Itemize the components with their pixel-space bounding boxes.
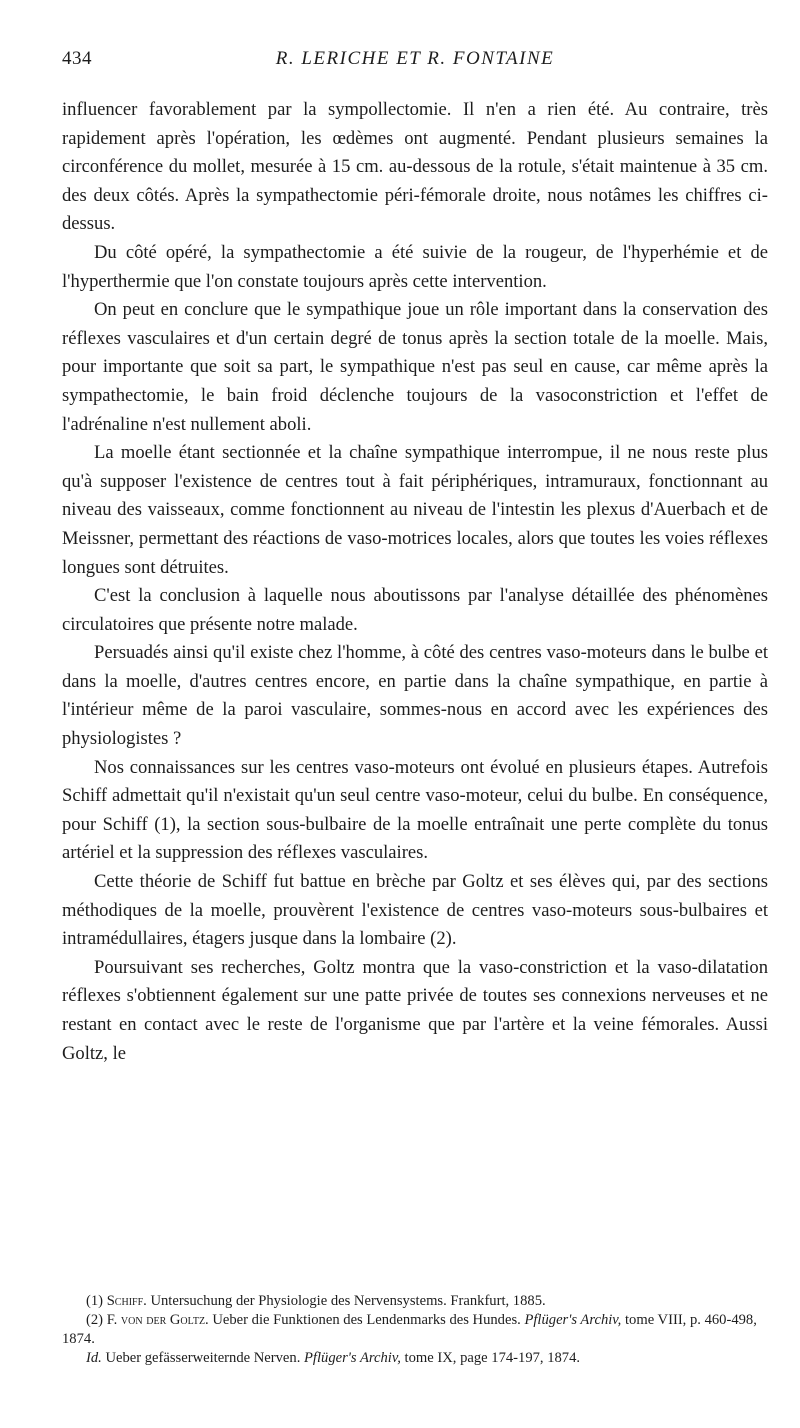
paragraph-9: Poursuivant ses recherches, Goltz montra que la vaso-constriction et la vaso-dilatation réflexes s'obtiennent également sur une patte privée de toutes ses connexions nerveuses et ne restant en contact avec le reste de l'organisme que par l'artère et la veine fémorales. Aussi Goltz, le	[62, 956, 768, 1064]
paragraph-7: Nos connaissances sur les centres vaso-moteurs ont évolué en plusieurs étapes. Autrefois Schiff admettait qu'il n'existait qu'un seul centre vaso-moteur, celui du bulbe. En conséquence, pour Schiff (1), la section sous-bulbaire de la moelle entraînait une perte complète du tonus artériel et la suppression des réflexes vasculaires.	[62, 756, 768, 864]
paragraph-5: C'est la conclusion à laquelle nous aboutissons par l'analyse détaillée des phénomènes circulatoires que présente notre malade.	[62, 585, 768, 635]
footnote-journal: Pflüger's Archiv,	[304, 1350, 401, 1366]
footnote-text: Untersuchung der Physiologie des Nervensystems. Frankfurt, 1885.	[146, 1293, 546, 1309]
paragraph-2: Du côté opéré, la sympathectomie a été suivie de la rougeur, de l'hyperhémie et de l'hyperthermie que l'on constate toujours après cette intervention.	[62, 241, 768, 292]
footnote-journal: Pflüger's Archiv,	[524, 1312, 622, 1328]
footnotes	[62, 1292, 772, 1368]
body-text	[62, 96, 768, 1068]
footnote-1	[62, 1292, 772, 1311]
footnote-text: Ueber die Funktionen des Lendenmarks des Hundes.	[208, 1312, 521, 1328]
footnote-text: Ueber gefässerweiternde Nerven.	[101, 1350, 301, 1366]
page-number: 434	[62, 48, 92, 69]
footnote-2	[62, 1311, 772, 1349]
paragraph-1: influencer favorablement par la sympollectomie. Il n'en a rien été. Au contraire, très rapidement après l'opération, les œdèmes ont augmenté. Pendant plusieurs semaines la circonférence du mollet, mesurée à 15 cm. au-dessous de la rotule, s'était maintenue à 35 cm. des deux côtés. Après la sympathectomie péri-fémorale droite, nous notâmes les chiffres ci-dessus.	[62, 99, 768, 235]
footnote-marker: (2)	[86, 1312, 104, 1328]
footnote-tail: tome VIII, p. 460-498, 1874.	[62, 1312, 757, 1347]
footnote-3	[62, 1349, 772, 1368]
paragraph-6: Persuadés ainsi qu'il existe chez l'homme, à côté des centres vaso-moteurs dans le bulbe et dans la moelle, d'autres centres encore, en partie dans la chaîne sympathique, en partie à l'intérieur même de la paroi vasculaire, sommes-nous en accord avec les expériences des physiologistes ?	[62, 642, 768, 750]
paragraph-8: Cette théorie de Schiff fut battue en brèche par Goltz et ses élèves qui, par des sections méthodiques de la moelle, prouvèrent l'existence de centres vaso-moteurs sous-bulbaires et intramédullaires, étagers jusque dans la lombaire (2).	[62, 871, 768, 950]
footnote-author: Schiff.	[106, 1293, 147, 1309]
running-head	[62, 48, 768, 74]
footnote-marker: Id.	[86, 1350, 102, 1366]
paragraph-4: La moelle étant sectionnée et la chaîne sympathique interrompue, il ne nous reste plus qu'à supposer l'existence de centres tout à fait périphériques, intramuraux, fonctionnant au niveau des vaisseaux, comme fonctionnent au niveau de l'intestin les plexus d'Auerbach et de Meissner, permettant des réactions de vaso-motrices locales, alors que toutes les voies réflexes longues sont détruites.	[62, 442, 768, 578]
running-title: R. LERICHE ET R. FONTAINE	[275, 48, 555, 69]
footnote-tail: tome IX, page 174-197, 1874.	[400, 1350, 581, 1366]
footnote-author: F. von der Goltz.	[106, 1312, 209, 1328]
paragraph-3: On peut en conclure que le sympathique joue un rôle important dans la conservation des réflexes vasculaires et d'un certain degré de tonus après la section totale de la moelle. Mais, pour importante que soit sa part, le sympathique n'est pas seul en cause, car même après la sympathectomie, le bain froid déclenche toujours de la vasoconstriction et l'effet de l'adrénaline n'est nullement aboli.	[62, 299, 768, 435]
footnote-marker: (1)	[86, 1293, 104, 1309]
